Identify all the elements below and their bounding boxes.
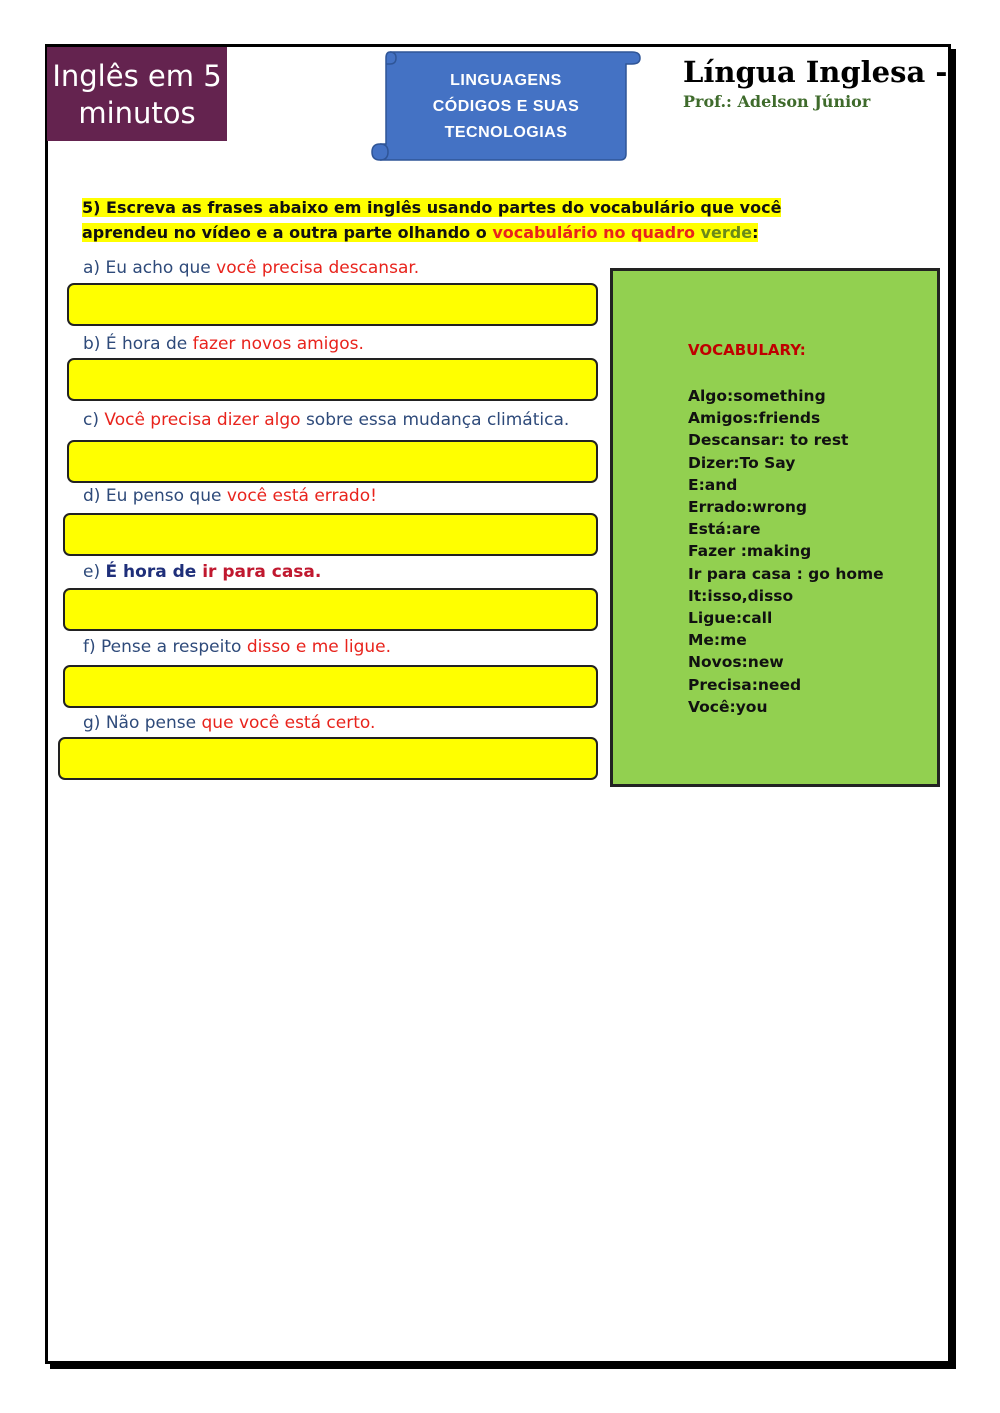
answer-box-e[interactable] (63, 588, 598, 631)
question-c-highlight: Você precisa dizer algo (104, 410, 301, 430)
vocab-item: Errado:wrong (688, 498, 808, 517)
question-c (83, 410, 569, 430)
instructions-text: 5) Escreva as frases abaixo em inglês usando partes do vocabulário que você aprendeu no vídeo e a outra parte olhando o (82, 198, 782, 242)
question-c-suffix: sobre essa mudança climática. (300, 410, 570, 430)
vocab-item: Novos:new (688, 653, 784, 672)
answer-box-g[interactable] (58, 737, 598, 780)
question-c-prefix: c) (83, 410, 105, 430)
logo-line-1: Inglês em 5 (52, 59, 222, 93)
answer-box-a[interactable] (67, 283, 598, 326)
instructions (82, 195, 802, 245)
vocab-item: Dizer:To Say (688, 453, 796, 472)
question-a-highlight: você precisa descansar. (216, 258, 420, 278)
answer-box-f[interactable] (63, 665, 598, 708)
vocab-item: Ligue:call (688, 609, 773, 628)
subject-title: Língua Inglesa - (683, 55, 948, 89)
question-e-bold-blue: É hora de (105, 562, 203, 582)
question-b (83, 334, 364, 354)
instructions-highlight: vocabulário no quadro (492, 223, 696, 242)
answer-box-d[interactable] (63, 513, 598, 556)
question-d (83, 486, 377, 506)
vocab-item: Fazer :making (688, 542, 812, 561)
instructions-colon: : (752, 223, 759, 242)
question-f (83, 637, 391, 657)
vocabulary-title: VOCABULARY: (688, 341, 806, 359)
vocabulary-list (688, 385, 884, 718)
banner-line-1: LINGUAGENS (450, 72, 562, 89)
question-a (83, 258, 419, 278)
vocabulary-box (610, 268, 940, 787)
question-g-highlight: que você está certo. (201, 713, 376, 733)
teacher-name: Prof.: Adelson Júnior (683, 92, 871, 111)
question-b-highlight: fazer novos amigos. (192, 334, 364, 354)
vocab-item: E:and (688, 475, 738, 494)
vocab-item: Ir para casa : go home (688, 564, 884, 583)
question-b-prefix: b) É hora de (83, 334, 193, 354)
question-f-highlight: disso e me ligue. (246, 637, 392, 657)
vocab-item: Você:you (688, 697, 768, 716)
question-e (83, 562, 321, 582)
vocab-item: Amigos:friends (688, 409, 821, 428)
question-e-bold-red: ir para casa. (202, 562, 322, 582)
vocab-item: Descansar: to rest (688, 431, 849, 450)
banner-line-2: CÓDIGOS E SUAS (432, 98, 580, 115)
vocab-item: Precisa:need (688, 675, 802, 694)
logo-line-2: minutos (78, 96, 196, 130)
subject-area-banner (370, 46, 642, 164)
vocab-item: Algo:something (688, 387, 826, 405)
answer-box-c[interactable] (67, 440, 598, 483)
question-d-highlight: você está errado! (226, 486, 377, 506)
logo (47, 47, 227, 141)
answer-box-b[interactable] (67, 358, 598, 401)
vocab-item: It:isso,disso (688, 586, 794, 605)
question-e-prefix: e) (83, 562, 106, 582)
vocab-item: Está:are (688, 520, 761, 539)
question-a-prefix: a) Eu acho que (83, 258, 217, 278)
banner-line-3: TECNOLOGIAS (444, 124, 568, 141)
question-d-prefix: d) Eu penso que (83, 486, 227, 506)
vocab-item: Me:me (688, 631, 747, 650)
question-g (83, 713, 375, 733)
question-f-prefix: f) Pense a respeito (83, 637, 247, 657)
instructions-green-word: verde (695, 223, 753, 242)
question-g-prefix: g) Não pense (83, 713, 202, 733)
